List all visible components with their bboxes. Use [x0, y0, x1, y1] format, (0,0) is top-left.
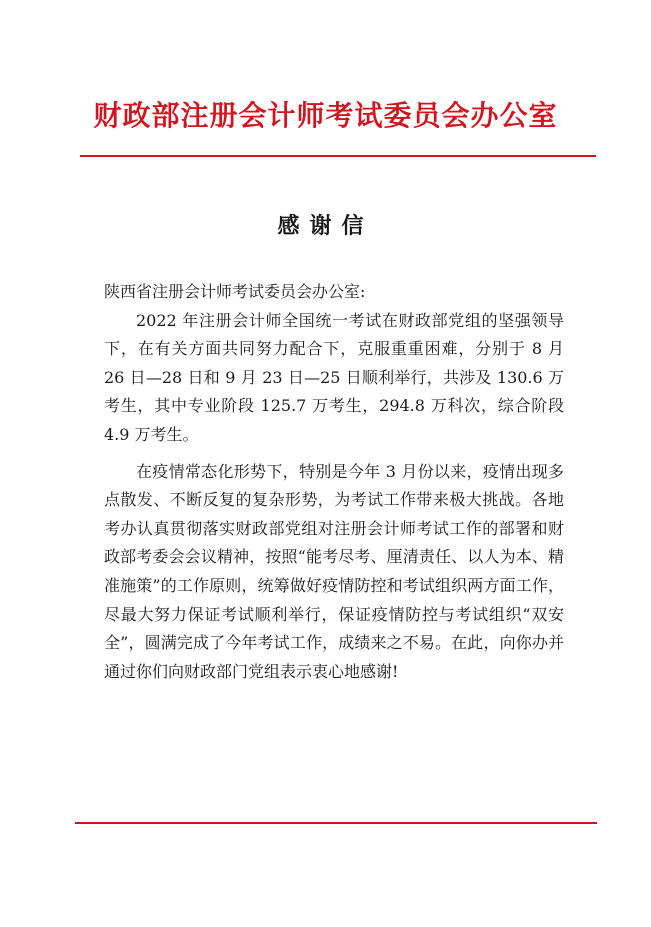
footer-red-rule [75, 822, 597, 824]
letter-body [104, 278, 564, 686]
salutation: 陕西省注册会计师考试委员会办公室: [104, 282, 366, 301]
header-red-rule [80, 155, 596, 157]
paragraph-1: 2022 年注册会计师全国统一考试在财政部党组的坚强领导下，在有关方面共同努力配合下，克服重重困难，分别于 8 月 26 日—28 日和 9 月 23 日—25 日顺利举行，共涉及 130.6 万考生，其中专业阶段 125.7 万考生，294.8 万科次，综合阶段 4.9 万考生。 [104, 310, 564, 444]
letter-title: 感谢信 [277, 213, 374, 239]
paragraph-2: 在疫情常态化形势下，特别是今年 3 月份以来，疫情出现多点散发、不断反复的复杂形势，为考试工作带来极大挑战。各地考办认真贯彻落实财政部党组对注册会计师考试工作的部署和财政部考委会会议精神，按照“能考尽考、厘清责任、以人为本、精准施策”的工作原则，统筹做好疫情防控和考试组织两方面工作，尽最大努力保证考试顺利举行，保证疫情防控与考试组织“双安全”，圆满完成了今年考试工作，成绩来之不易。在此，向你办并通过你们向财政部门党组表示衷心地感谢! [104, 461, 564, 681]
issuer-header: 财政部注册会计师考试委员会办公室 [93, 99, 558, 132]
